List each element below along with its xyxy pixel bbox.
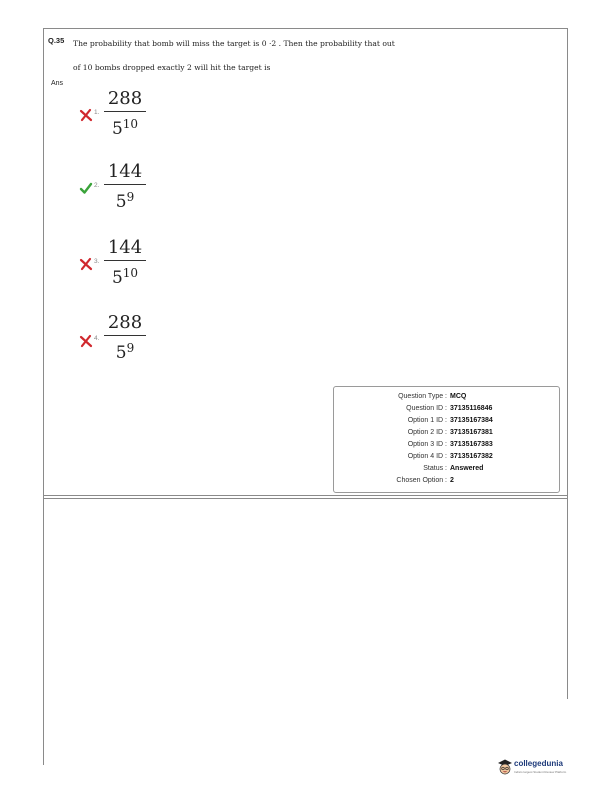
question-text-line-1: The probability that bomb will miss the target is 0 ·2 . Then the probability that out: [73, 39, 395, 48]
option-fraction: [104, 161, 146, 212]
denominator-base: 5: [111, 119, 123, 139]
fraction-numerator: 144: [107, 161, 143, 182]
fraction-bar: [104, 184, 146, 185]
fraction-numerator: 144: [107, 237, 143, 258]
fraction-numerator: 288: [107, 88, 143, 109]
collegedunia-logo[interactable]: [495, 757, 575, 781]
answer-label: Ans: [51, 80, 64, 87]
fraction-bar: [104, 111, 146, 112]
meta-value: 37135167383: [450, 441, 493, 448]
meta-key: Question Type :: [398, 393, 447, 400]
option-index: 4.: [94, 335, 100, 342]
meta-row-option-2-id: [334, 427, 561, 439]
option-fraction: [104, 237, 146, 288]
student-face-icon: [495, 757, 515, 777]
denominator-exponent: 10: [122, 117, 139, 131]
denominator-base: 5: [115, 192, 127, 212]
denominator-exponent: 9: [126, 341, 135, 355]
meta-key: Option 4 ID :: [407, 453, 447, 460]
meta-value: 37135116846: [450, 405, 493, 412]
meta-value: MCQ: [450, 393, 467, 400]
denominator-exponent: 10: [122, 266, 139, 280]
meta-row-chosen-option: [334, 475, 561, 487]
meta-value: 37135167382: [450, 453, 493, 460]
meta-row-option-3-id: [334, 439, 561, 451]
denominator-exponent: 9: [126, 190, 135, 204]
left-border-rule: [43, 499, 44, 765]
meta-key: Option 3 ID :: [407, 441, 447, 448]
fraction-bar: [104, 335, 146, 336]
meta-value: Answered: [450, 465, 484, 472]
meta-key: Option 2 ID :: [407, 429, 447, 436]
meta-value: 37135167381: [450, 429, 493, 436]
logo-wordmark: collegedunia: [514, 759, 563, 768]
meta-value: 37135167384: [450, 417, 493, 424]
meta-row-option-4-id: [334, 451, 561, 463]
wrong-cross-icon: [79, 257, 93, 271]
meta-key: Option 1 ID :: [407, 417, 447, 424]
denominator-base: 5: [111, 268, 123, 288]
option-fraction: [104, 88, 146, 139]
meta-row-status: [334, 463, 561, 475]
fraction-denominator: [104, 263, 146, 288]
meta-key: Chosen Option :: [396, 477, 447, 484]
meta-key: Status :: [423, 465, 447, 472]
meta-value: 2: [450, 477, 454, 484]
option-fraction: [104, 312, 146, 363]
wrong-cross-icon: [79, 334, 93, 348]
meta-key: Question ID :: [406, 405, 447, 412]
meta-row-question-id: [334, 403, 561, 415]
fraction-denominator: [104, 187, 146, 212]
meta-row-option-1-id: [334, 415, 561, 427]
logo-tagline: India's largest Student Review Platform: [514, 770, 567, 774]
right-border-rule: [567, 499, 568, 699]
question-metadata-box: [333, 386, 560, 493]
option-index: 1.: [94, 109, 100, 116]
denominator-base: 5: [115, 343, 127, 363]
wrong-cross-icon: [79, 108, 93, 122]
fraction-denominator: [104, 338, 146, 363]
fraction-numerator: 288: [107, 312, 143, 333]
meta-row-question-type: [334, 391, 561, 403]
fraction-bar: [104, 260, 146, 261]
option-index: 2.: [94, 182, 100, 189]
question-number: Q.35: [48, 36, 65, 45]
fraction-denominator: [104, 114, 146, 139]
correct-check-icon: [79, 181, 93, 195]
question-text-line-2: of 10 bombs dropped exactly 2 will hit the target is: [73, 63, 271, 72]
option-index: 3.: [94, 258, 100, 265]
